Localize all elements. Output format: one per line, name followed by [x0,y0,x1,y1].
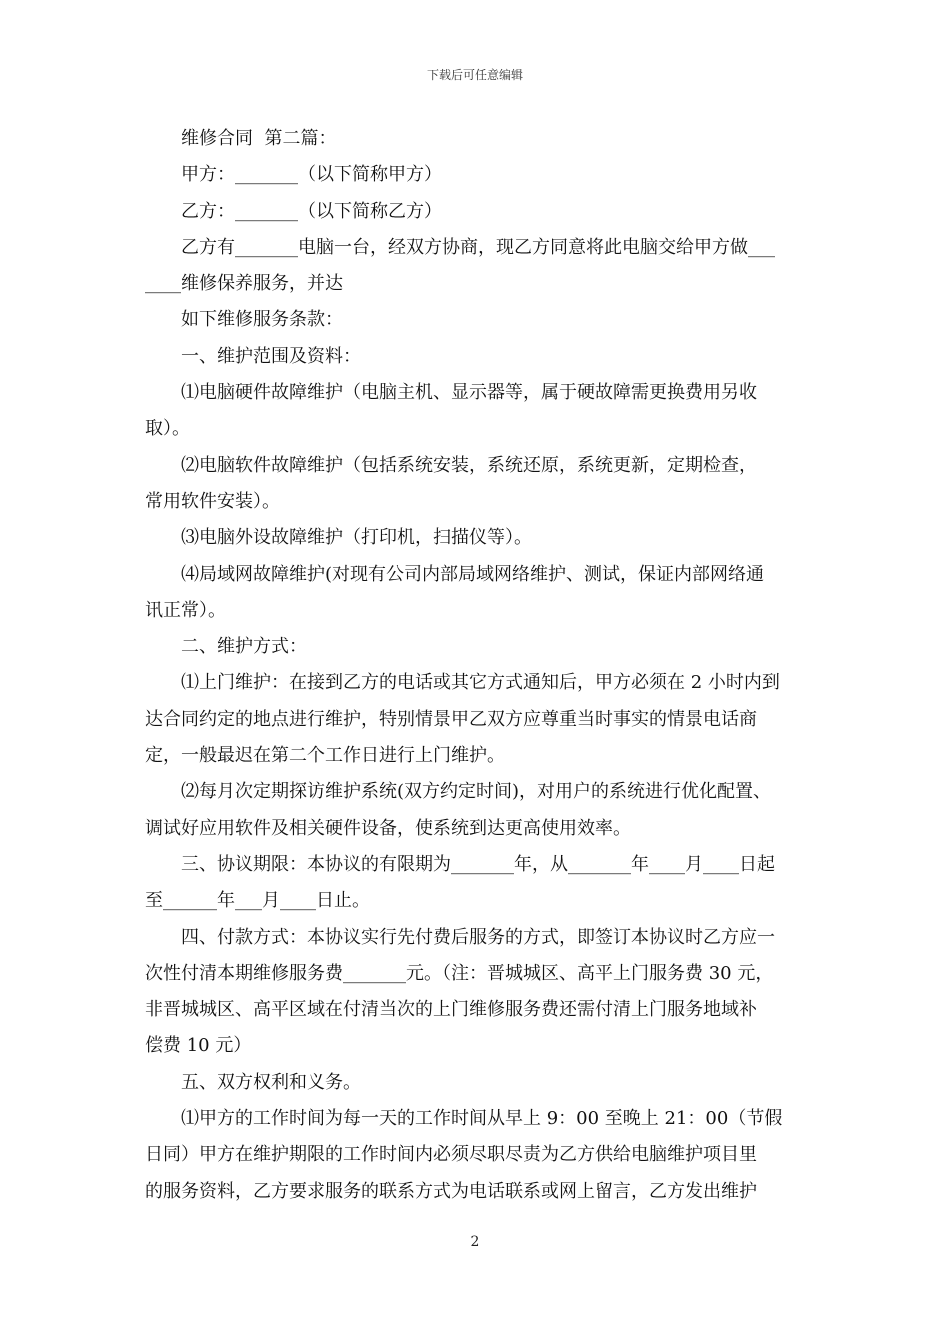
document-body [145,121,810,1210]
text-line: 取）。 [145,418,190,440]
text-line: 调试好应用软件及相关硬件设备，使系统到达更高使用效率。 [145,817,631,839]
page-number: 2 [470,1234,480,1250]
text-line: ⑷局域网故障维护(对现有公司内部局域网络维护、测试，保证内部网络通 [145,563,765,585]
text-line: ⑵每月次定期探访维护系统(双方约定时间)，对用户的系统进行优化配置、 [145,781,772,803]
text-line: 乙方：_______（以下简称乙方） [145,200,442,222]
text-line: 的服务资料，乙方要求服务的联系方式为电话联系或网上留言，乙方发出维护 [145,1180,757,1202]
header-note: 下载后可任意编辑 [426,68,523,82]
text-line: 乙方有_______电脑一台，经双方协商，现乙方同意将此电脑交给甲方做___ [145,236,775,258]
text-line: 五、双方权利和义务。 [145,1071,361,1093]
text-line: ⑴上门维护：在接到乙方的电话或其它方式通知后，甲方必须在 2 小时内到 [145,672,780,694]
text-line: 日同）甲方在维护期限的工作时间内必须尽职尽责为乙方供给电脑维护项目里 [145,1144,757,1166]
text-line: ⑴电脑硬件故障维护（电脑主机、显示器等，属于硬故障需更换费用另收 [145,382,757,404]
text-line: 定，一般最迟在第二个工作日进行上门维护。 [145,745,505,767]
text-line: 三、协议期限：本协议的有限期为_______年，从_______年____月____日起 [145,853,775,875]
text-line: 非晋城城区、高平区域在付清当次的上门维修服务费还需付清上门服务地域补 [145,999,757,1021]
text-line: 二、维护方式： [145,636,307,658]
text-line: 维修合同 第二篇： [145,128,337,149]
text-line: 如下维修服务条款： [145,309,343,331]
text-line: 次性付清本期维修服务费_______元。（注：晋城城区、高平上门服务费 30 元， [145,962,774,984]
text-line: 偿费 10 元） [145,1035,252,1057]
text-line: 四、付款方式：本协议实行先付费后服务的方式，即签订本协议时乙方应一 [145,926,775,948]
text-line: 常用软件安装）。 [145,490,280,512]
text-line: ⑴甲方的工作时间为每一天的工作时间从早上 9：00 至晚上 21：00（节假 [145,1108,783,1130]
text-line: ____维修保养服务，并达 [145,273,343,295]
text-line: 至______年___月____日止。 [145,890,370,912]
text-line: 达合同约定的地点进行维护，特别情景甲乙双方应尊重当时事实的情景电话商 [145,708,757,730]
text-line: 讯正常）。 [145,599,226,621]
text-line: 甲方：_______（以下简称甲方） [145,164,442,186]
text-line: 一、维护范围及资料： [145,345,361,367]
text-line: ⑵电脑软件故障维护（包括系统安装，系统还原，系统更新，定期检查， [145,454,757,476]
text-line: ⑶电脑外设故障维护（打印机，扫描仪等）。 [145,527,532,549]
